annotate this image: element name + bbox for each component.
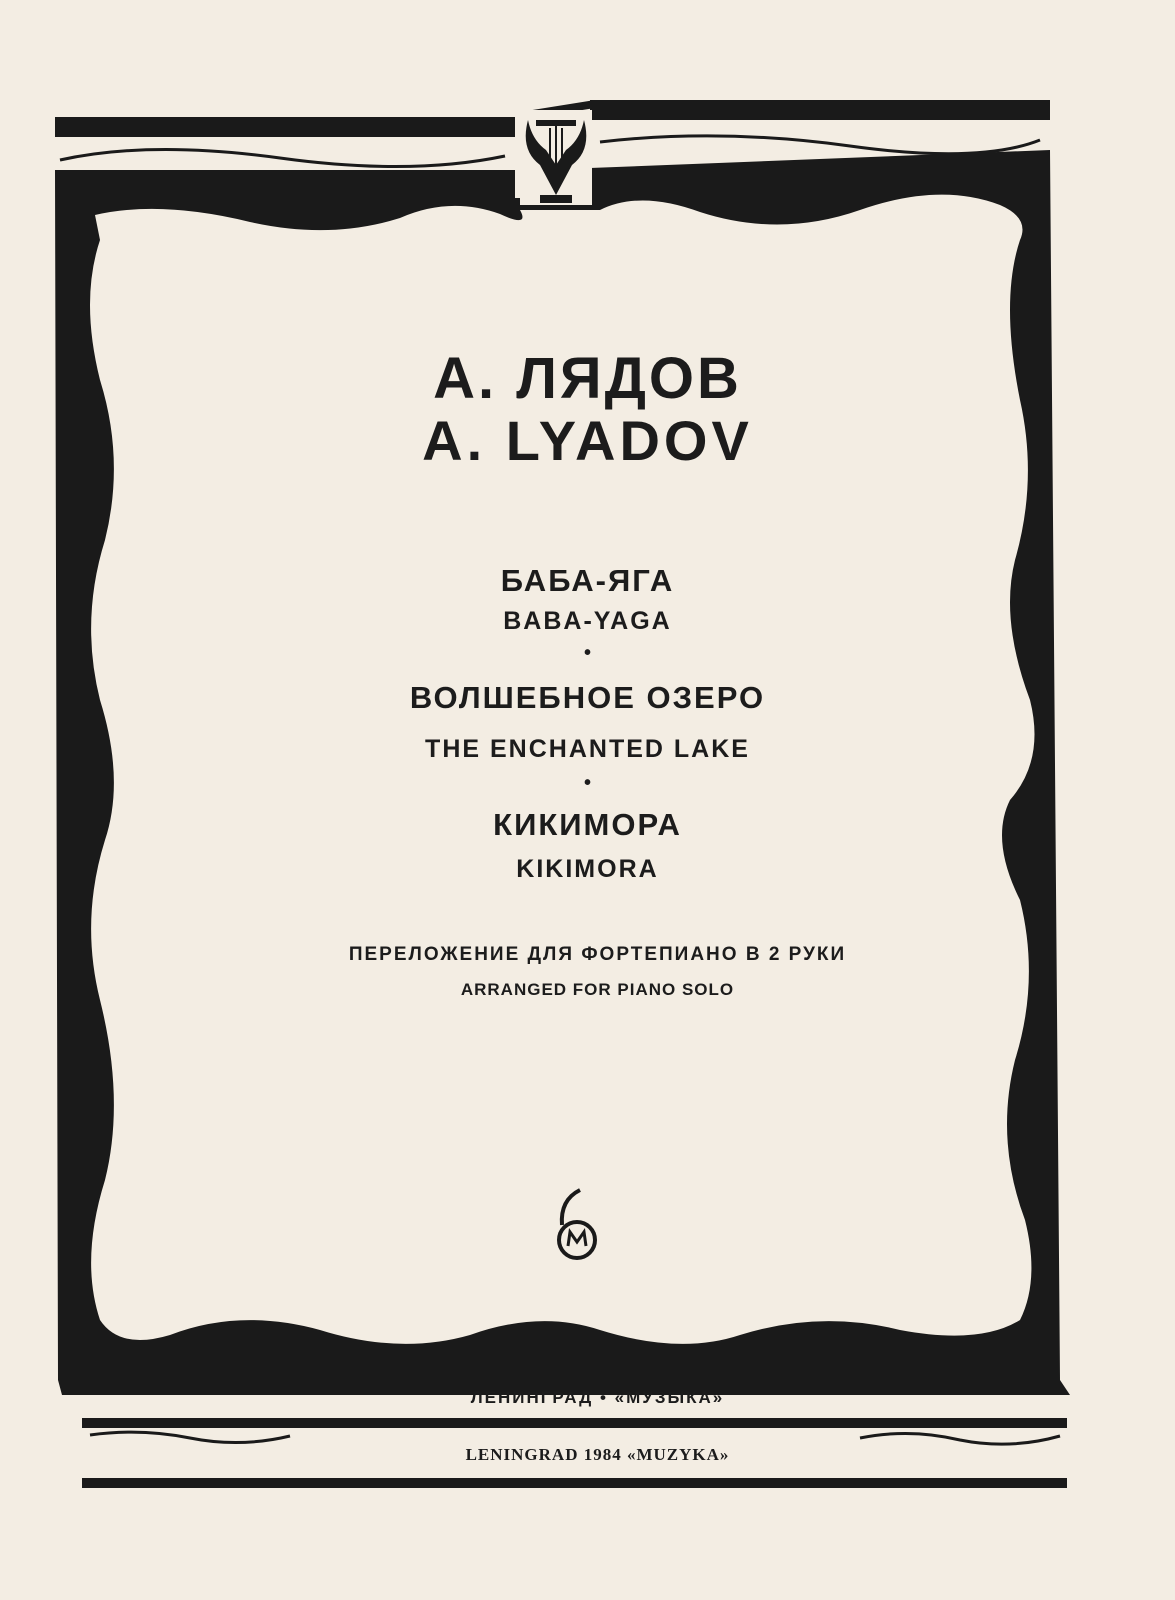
publisher-en: LENINGRAD 1984 «MUZYKA» [465,1445,730,1464]
work-title-ru: ВОЛШЕБНОЕ ОЗЕРО [409,680,766,715]
separator-dot: • [583,642,591,664]
work-title-ru: КИКИМОРА [493,807,682,842]
publisher-ru: ЛЕНИНГРАД • «МУЗЫКА» [470,1388,725,1407]
separator-dot: • [583,772,591,794]
work-title-en: KIKIMORA [516,855,659,883]
composer-name-en: A. LYADOV [422,409,753,472]
composer-name-ru: А. ЛЯДОВ [433,346,742,411]
publisher-logo-icon [559,1190,595,1258]
work-title-en: BABA-YAGA [503,607,672,635]
arrangement-ru: ПЕРЕЛОЖЕНИЕ ДЛЯ ФОРТЕПИАНО В 2 РУКИ [348,944,847,965]
work-title-en: THE ENCHANTED LAKE [425,735,750,763]
lyre-icon [520,110,592,205]
work-title-ru: БАБА-ЯГА [500,563,675,598]
arrangement-en: ARRANGED FOR PIANO SOLO [460,980,735,999]
